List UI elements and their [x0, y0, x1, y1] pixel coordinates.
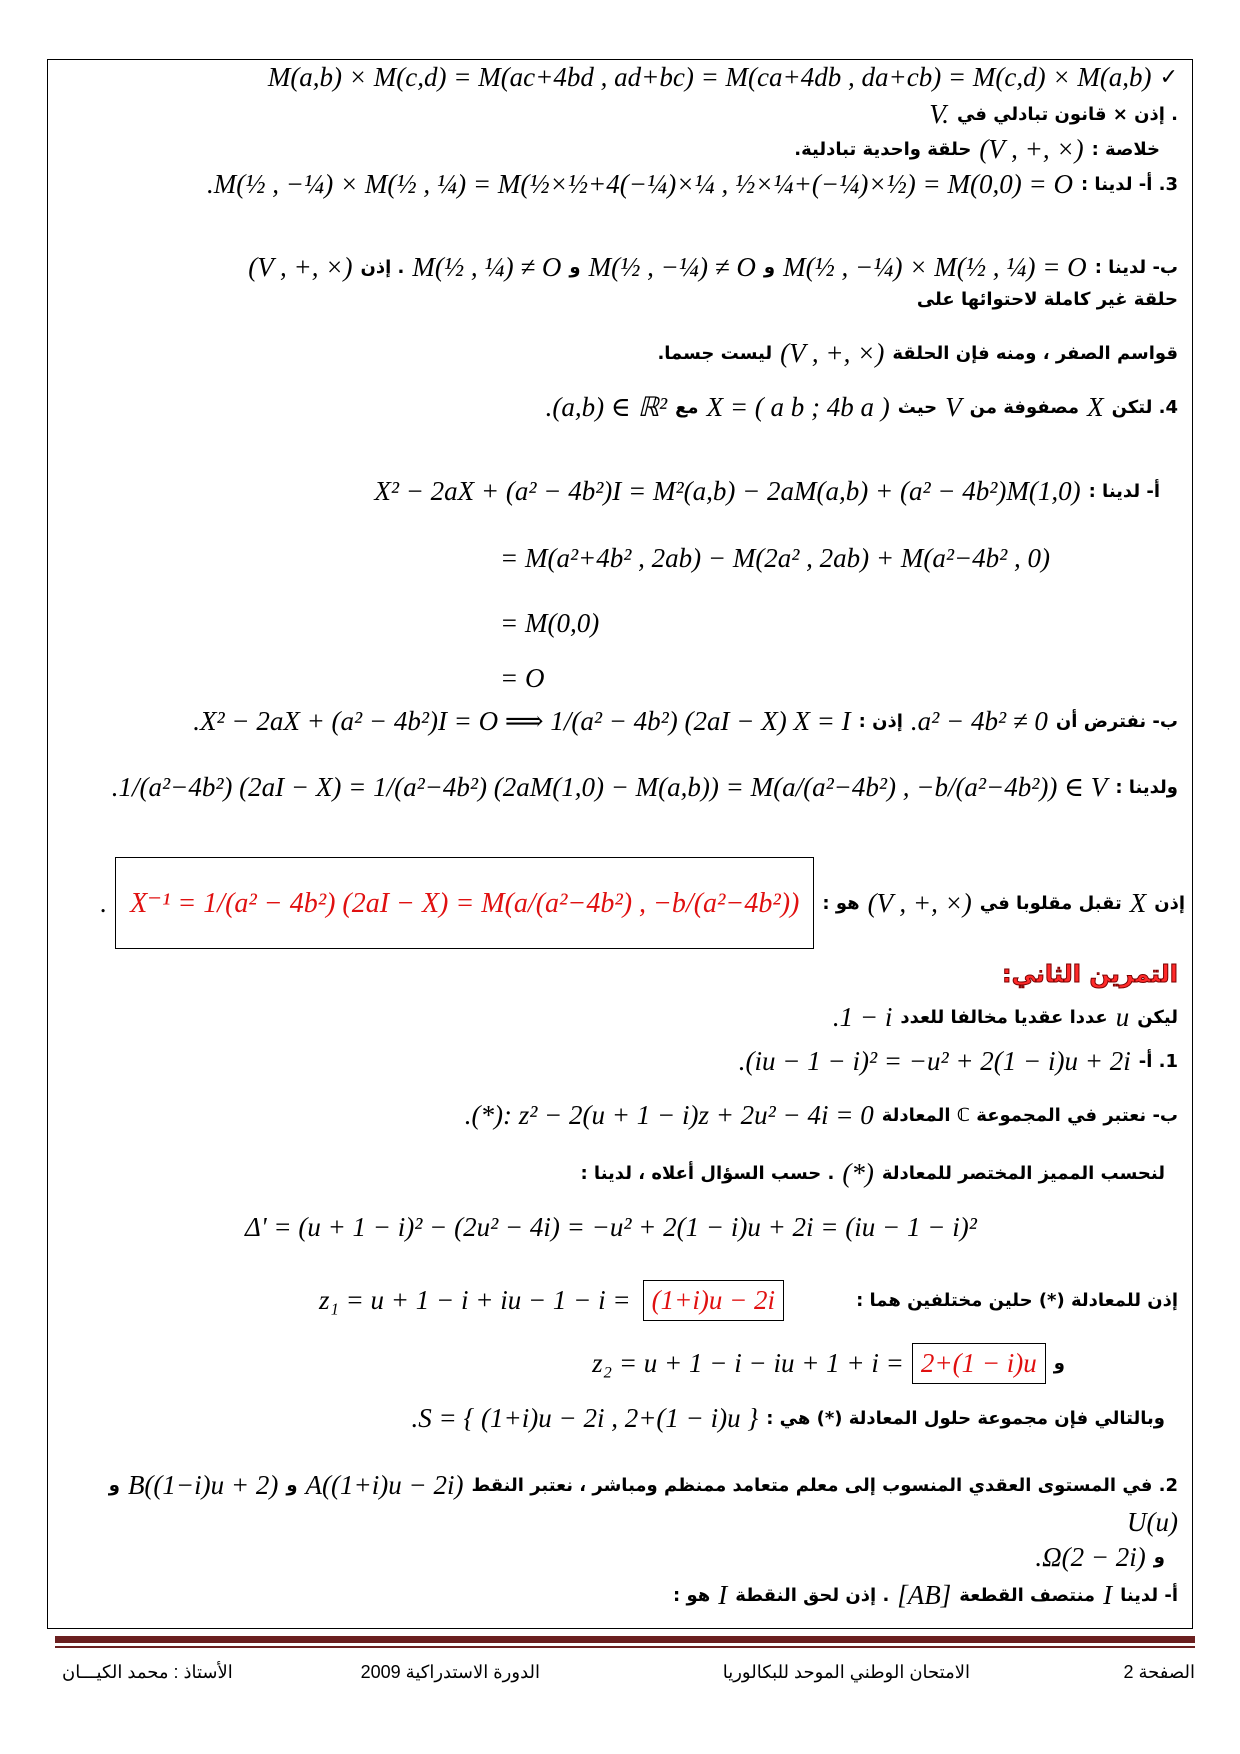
arabic-text: 3. أ- لدينا : — [1080, 174, 1178, 195]
math-expression: V. — [929, 99, 949, 129]
math-expression: = O — [500, 663, 545, 693]
text-line — [465, 1100, 1178, 1131]
arabic-text: هو : — [673, 1585, 711, 1606]
arabic-text: و — [108, 1475, 120, 1496]
text-line — [546, 392, 1178, 423]
math-expression: B((1−i)u + 2) — [127, 1470, 279, 1500]
math-expression: M(a,b) × M(c,d) = M(ac+4bd , ad+bc) = M(ca+4db , da+cb) = M(c,d) × M(a,b) — [267, 62, 1152, 92]
math-expression: .(a,b) ∈ ℝ² — [545, 392, 668, 422]
arabic-text: مصفوفة من — [969, 397, 1080, 418]
arabic-text: خلاصة : — [1091, 139, 1160, 160]
arabic-text: 4. لتكن — [1111, 397, 1178, 418]
text-line — [500, 543, 1050, 574]
text-line — [580, 1158, 1165, 1189]
math-expression: .X² − 2aX + (a² − 4b²)I = O ⟹ 1/(a² − 4b²) (2aI − X) X = I — [193, 706, 851, 736]
arabic-text: ب- نفترض أن — [1055, 711, 1178, 732]
math-expression: A((1+i)u − 2i) — [305, 1470, 464, 1500]
math-expression: = M(a²+4b² , 2ab) − M(2a² , 2ab) + M(a²−4b² , 0) — [500, 543, 1050, 573]
arabic-text: و — [1053, 1353, 1065, 1374]
math-expression: V — [945, 392, 962, 422]
math-expression: I — [1103, 1580, 1113, 1610]
math-expression: .(iu − 1 − i)² = −u² + 2(1 − i)u + 2i — [738, 1046, 1131, 1076]
arabic-text: تقبل مقلوبا في — [979, 892, 1122, 914]
arabic-text: إذن — [1154, 892, 1185, 914]
arabic-text: إذن : — [858, 711, 903, 732]
math-expression: . — [100, 887, 108, 918]
arabic-text: 1. أ- — [1138, 1051, 1178, 1072]
math-expression: (V , +, ×) — [248, 252, 353, 282]
footer-session: الدورة الاستدراكية 2009 — [360, 1662, 540, 1682]
arabic-text: و — [286, 1475, 298, 1496]
math-expression: X = ( a b ; 4b a ) — [706, 392, 890, 422]
arabic-text: . إذن لحق النقطة — [735, 1585, 890, 1606]
text-line — [193, 706, 1178, 737]
math-expression: U(u) — [1127, 1507, 1178, 1537]
arabic-text: ب- نعتبر في المجموعة ℂ المعادلة — [881, 1105, 1178, 1126]
text-line — [833, 1002, 1178, 1033]
math-expression: X — [1087, 392, 1104, 422]
arabic-text: حلقة واحدية تبادلية. — [794, 139, 972, 160]
arabic-text: وبالتالي فإن مجموعة حلول المعادلة (*) هي : — [766, 1408, 1165, 1429]
arabic-text: هو : — [822, 892, 860, 914]
math-expression: .M(½ , −¼) × M(½ , ¼) = M(½×½+4(−¼)×¼ , ½×¼+(−¼)×½) = M(0,0) = O — [207, 169, 1073, 199]
arabic-text: و — [1153, 1547, 1165, 1568]
text-line — [1035, 1542, 1165, 1573]
arabic-text: حيث — [897, 397, 938, 418]
text-line — [319, 1280, 1178, 1321]
arabic-text: عددا عقديا مخالفا للعدد — [900, 1007, 1108, 1028]
text-line — [374, 476, 1160, 507]
math-expression: X² − 2aX + (a² − 4b²)I = M²(a,b) − 2aM(a,b) + (a² − 4b²)M(1,0) — [374, 476, 1081, 506]
arabic-text: ليست جسما. — [657, 343, 773, 364]
text-line — [794, 134, 1160, 165]
exercise-heading: التمرين الثاني: — [1002, 960, 1178, 988]
text-line — [112, 772, 1178, 803]
footer-teacher: الأستاذ : محمد الكيـــان — [62, 1662, 233, 1682]
text-line — [100, 857, 1185, 949]
arabic-text: . إذن × قانون تبادلي في — [956, 104, 1178, 125]
text-line — [739, 1046, 1178, 1077]
boxed-answer: 2+(1 − i)u — [912, 1343, 1046, 1384]
text-line — [673, 1580, 1178, 1611]
math-expression: [AB] — [897, 1580, 952, 1610]
math-expression: u — [1115, 1002, 1130, 1032]
math-expression: .1/(a²−4b²) (2aI − X) = 1/(a²−4b²) (2aM(1,0) − M(a,b)) = M(a/(a²−4b²) , −b/(a²−4b²)) ∈ V — [111, 772, 1108, 802]
text-line — [592, 1343, 1065, 1384]
arabic-text: مع — [675, 397, 699, 418]
arabic-text: إذن للمعادلة (*) حلين مختلفين هما : — [856, 1290, 1178, 1311]
math-expression: z₁ = u + 1 − i + iu − 1 − i = — [318, 1285, 631, 1315]
arabic-text: . حسب السؤال أعلاه ، لدينا : — [580, 1163, 835, 1184]
arabic-text: ولدينا : — [1115, 777, 1178, 798]
math-expression: (V , +, ×) — [780, 338, 885, 368]
text-line — [58, 1470, 1178, 1538]
math-expression: .S = { (1+i)u − 2i , 2+(1 − i)u } — [411, 1403, 759, 1433]
footer-rule — [55, 1636, 1195, 1643]
boxed-inverse-answer: X⁻¹ = 1/(a² − 4b²) (2aI − X) = M(a/(a²−4b²) , −b/(a²−4b²)) — [115, 857, 814, 949]
math-expression: M(½ , −¼) × M(½ , ¼) = O — [783, 252, 1087, 282]
text-line — [58, 62, 1178, 130]
arabic-text: منتصف القطعة — [959, 1585, 1096, 1606]
checkmark-icon: ✓ — [1159, 65, 1178, 90]
text-line — [657, 338, 1178, 369]
arabic-text: و — [763, 257, 776, 278]
math-expression: M(½ , −¼) ≠ O — [588, 252, 756, 282]
text-line — [500, 663, 544, 694]
math-expression: I — [718, 1580, 728, 1610]
footer-page-number: الصفحة 2 — [1123, 1662, 1195, 1682]
math-expression: z₂ = u + 1 − i − iu + 1 + i = — [592, 1348, 904, 1378]
arabic-text: حلقة غير كاملة لاحتوائها على — [916, 289, 1178, 310]
math-expression: X — [1129, 887, 1147, 918]
arabic-text: أ- لدينا — [1120, 1585, 1178, 1606]
math-expression: .1 − i — [832, 1002, 893, 1032]
math-expression: .a² − 4b² ≠ 0 — [910, 706, 1048, 736]
arabic-text: ب- لدينا : — [1094, 257, 1178, 278]
arabic-text: ليكن — [1137, 1007, 1178, 1028]
arabic-text: . إذن — [360, 257, 405, 278]
text-line — [245, 1212, 977, 1243]
arabic-text: قواسم الصفر ، ومنه فإن الحلقة — [892, 343, 1178, 364]
math-expression: (V , +, ×) — [979, 134, 1084, 164]
arabic-text: لنحسب المميز المختصر للمعادلة — [881, 1163, 1165, 1184]
math-expression: Δ' = (u + 1 − i)² − (2u² − 4i) = −u² + 2(1 − i)u + 2i = (iu − 1 − i)² — [245, 1212, 977, 1242]
footer-rule-thin — [55, 1646, 1195, 1648]
math-expression: .(*): z² − 2(u + 1 − i)z + 2u² − 4i = 0 — [464, 1100, 874, 1130]
arabic-text: و — [569, 257, 581, 278]
footer-exam-title: الامتحان الوطني الموحد للبكالوريا — [722, 1662, 970, 1682]
text-line — [58, 252, 1178, 310]
math-expression: (*) — [842, 1158, 874, 1188]
math-expression: = M(0,0) — [500, 608, 600, 638]
math-expression: .Ω(2 − 2i) — [1035, 1542, 1146, 1572]
text-line — [1002, 960, 1178, 988]
text-line — [500, 608, 599, 639]
text-line — [412, 1403, 1165, 1434]
text-line — [207, 169, 1178, 200]
math-expression: (V , +, ×) — [867, 887, 972, 918]
boxed-answer: (1+i)u − 2i — [643, 1280, 784, 1321]
math-expression: M(½ , ¼) ≠ O — [412, 252, 562, 282]
arabic-text: أ- لدينا : — [1088, 481, 1160, 502]
arabic-text: 2. في المستوى العقدي المنسوب إلى معلم متعامد ممنظم ومباشر ، نعتبر النقط — [471, 1475, 1178, 1496]
